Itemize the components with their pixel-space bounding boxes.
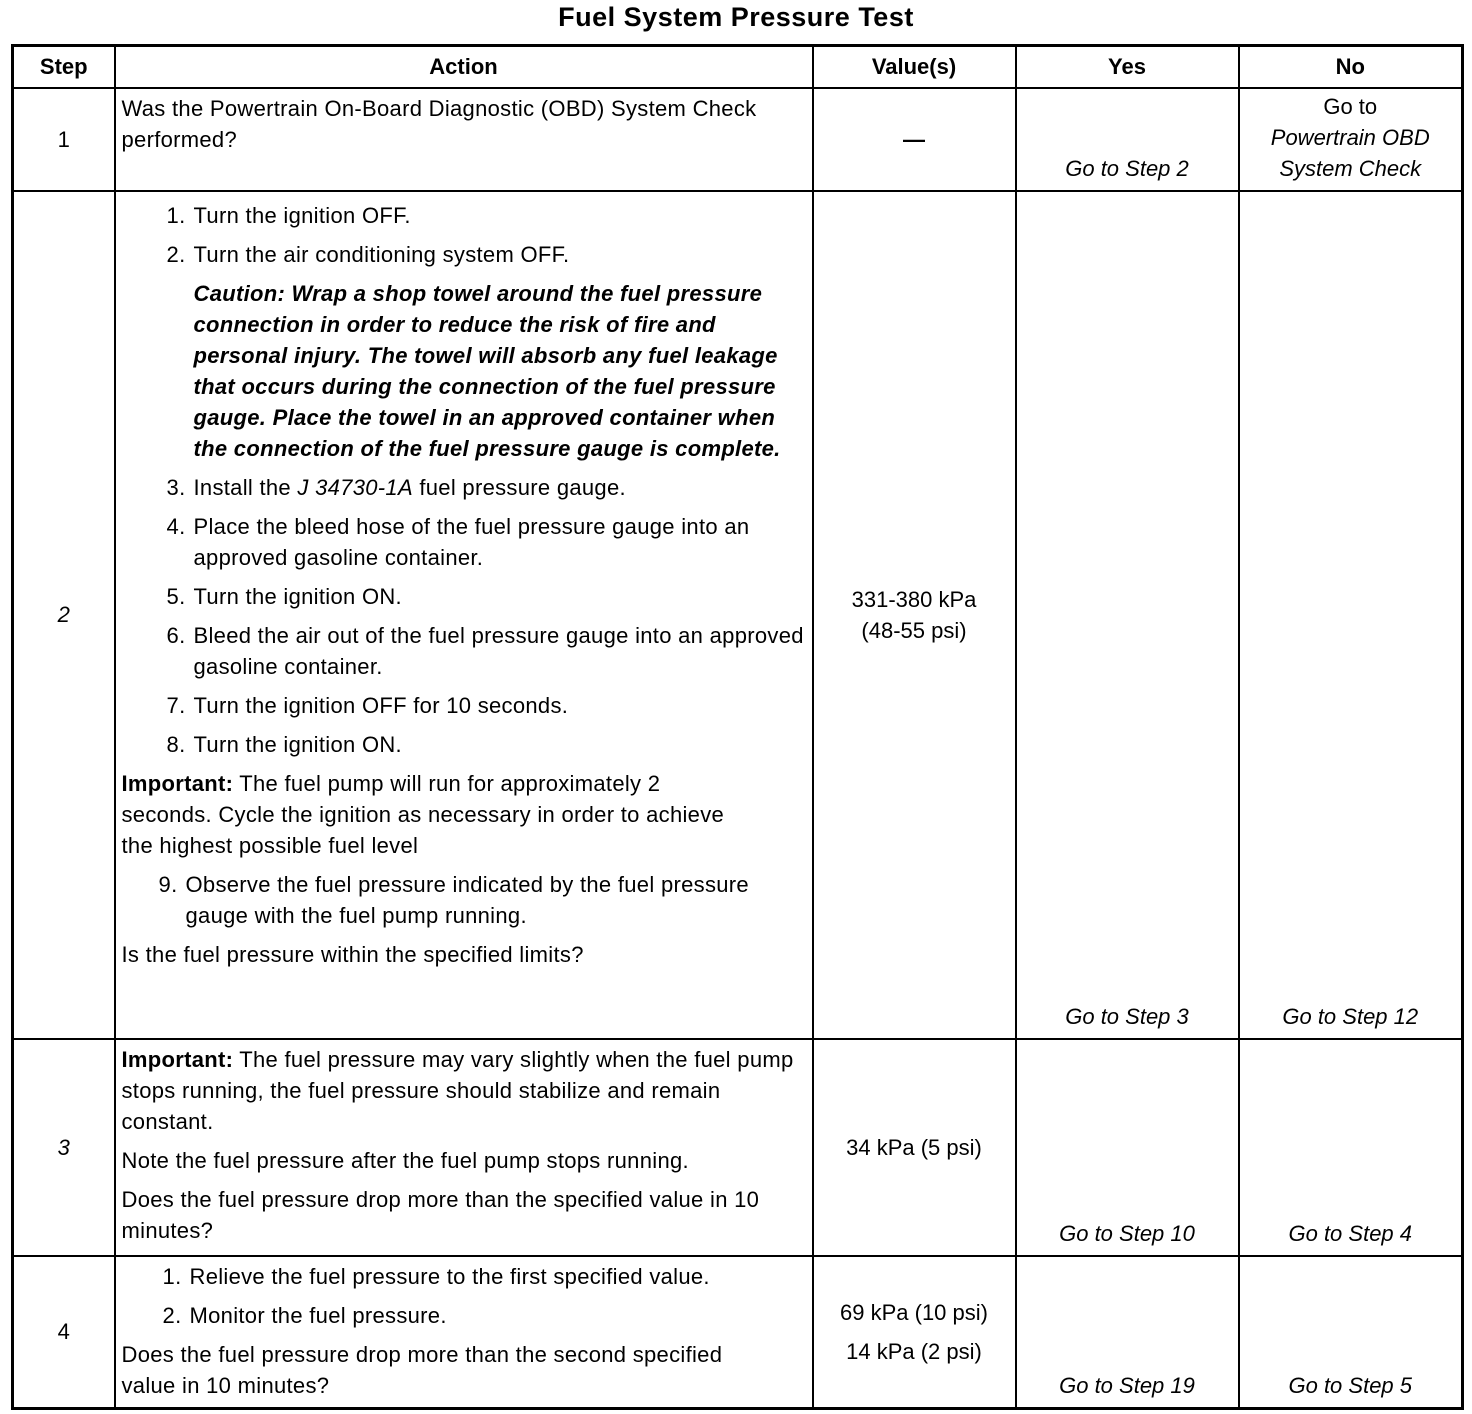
value-cell: 69 kPa (10 psi) 14 kPa (2 psi) [813,1256,1016,1409]
step-number: 2 [13,191,115,1039]
value-cell: 331-380 kPa (48-55 psi) [813,191,1016,1039]
list-item: 7. Turn the ignition OFF for 10 seconds. [166,693,569,718]
value-cell: 34 kPa (5 psi) [813,1039,1016,1256]
table-row [13,191,1463,1039]
table-row [13,88,1463,191]
header-yes: Yes [1016,46,1239,89]
list-item: 4. Place the bleed hose of the fuel pressure gauge into an approved gasoline container. [166,514,750,570]
value-cell: — [813,88,1016,191]
header-values: Value(s) [813,46,1016,89]
list-item: 5. Turn the ignition ON. [166,584,402,609]
important-note: Important: The fuel pump will run for approximately 2 seconds. Cycle the ignition as necessary in order to achieve the highest possible fuel level [121,771,725,858]
step-number: 4 [13,1256,115,1409]
list-item: 1. Relieve the fuel pressure to the first specified value. [162,1264,710,1289]
tool-reference: J 34730-1A [297,475,413,500]
header-row [13,46,1463,89]
no-link[interactable]: Powertrain OBD System Check [1270,125,1430,181]
no-link[interactable]: Go to Step 5 [1239,1256,1463,1409]
procedure-table [11,44,1464,1410]
action-text [115,1039,813,1256]
step-number: 3 [13,1039,115,1256]
action-text [115,88,813,191]
question-text: Was the Powertrain On-Board Diagnostic (OBD) System Check performed? [121,96,757,152]
action-text [115,191,813,1039]
list-item: 9. Observe the fuel pressure indicated by the fuel pressure gauge with the fuel pump running. [158,872,749,928]
no-link[interactable]: Go to Step 4 [1239,1039,1463,1256]
yes-link[interactable]: Go to Step 2 [1016,88,1239,191]
question-text: Does the fuel pressure drop more than the second specified value in 10 minutes? [121,1342,723,1398]
caution-note: Caution: Wrap a shop towel around the fuel pressure connection in order to reduce the risk of fire and personal injury. The towel will absorb any fuel leakage that occurs during the connection of the fuel pressure gauge. Place the towel in an approved container when the connection of the fuel pressure gauge is complete. [193,281,781,461]
no-link[interactable]: Go to Step 12 [1239,191,1463,1039]
list-item: 3. Install the J 34730-1A fuel pressure gauge. [166,475,626,500]
action-text [115,1256,813,1409]
table-row [13,1039,1463,1256]
question-text: Is the fuel pressure within the specified limits? [121,942,584,967]
header-action: Action [115,46,813,89]
list-item: 2. Monitor the fuel pressure. [162,1303,447,1328]
page-title: Fuel System Pressure Test [558,2,914,32]
no-cell [1239,88,1463,191]
yes-link[interactable]: Go to Step 3 [1016,191,1239,1039]
list-item: 6. Bleed the air out of the fuel pressure gauge into an approved gasoline container. [166,623,804,679]
no-prefix: Go to [1323,94,1378,119]
yes-link[interactable]: Go to Step 19 [1016,1256,1239,1409]
step-number: 1 [13,88,115,191]
table-row [13,1256,1463,1409]
list-item: 8. Turn the ignition ON. [166,732,402,757]
list-item: 1. Turn the ignition OFF. [166,203,411,228]
note-text: Note the fuel pressure after the fuel pump stops running. [121,1148,689,1173]
important-note: Important: The fuel pressure may vary slightly when the fuel pump stops running, the fuel pressure should stabilize and remain constant. [121,1047,794,1134]
header-no: No [1239,46,1463,89]
question-text: Does the fuel pressure drop more than the specified value in 10 minutes? [121,1187,760,1243]
header-step: Step [13,46,115,89]
list-item: 2. Turn the air conditioning system OFF. [166,242,570,267]
yes-link[interactable]: Go to Step 10 [1016,1039,1239,1256]
